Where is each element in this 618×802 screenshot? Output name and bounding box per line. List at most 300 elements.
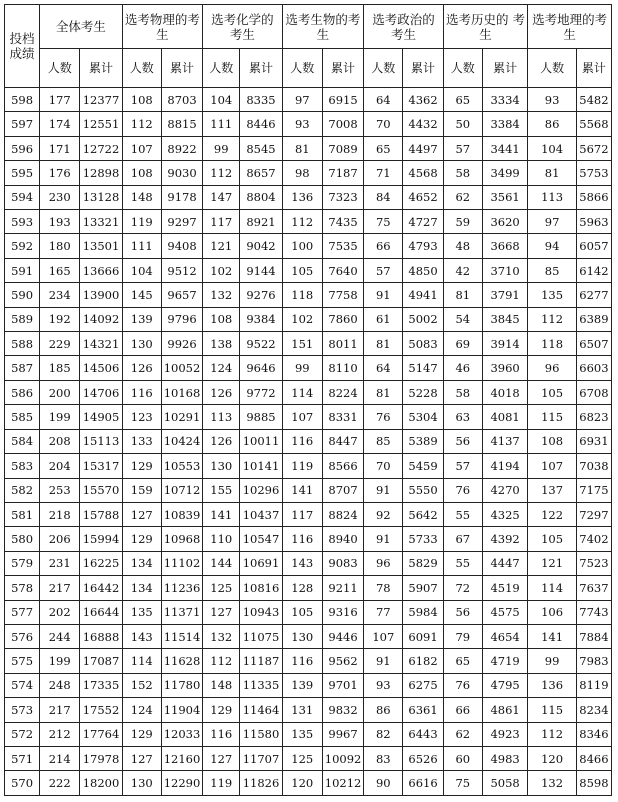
cell-score: 587: [5, 356, 40, 380]
cell-physics-cumulative: 9512: [161, 258, 202, 282]
cell-physics-cumulative: 10052: [161, 356, 202, 380]
cell-geography-cumulative: 7402: [576, 527, 611, 551]
cell-physics-cumulative: 10968: [161, 527, 202, 551]
cell-politics-count: 81: [364, 380, 403, 404]
cell-biology-count: 139: [282, 673, 322, 697]
cell-biology-cumulative: 7008: [322, 112, 363, 136]
cell-chemistry-cumulative: 10437: [240, 502, 282, 526]
cell-chemistry-cumulative: 8545: [240, 136, 282, 160]
cell-all-cumulative: 18200: [80, 771, 122, 796]
cell-all-count: 171: [40, 136, 80, 160]
cell-chemistry-cumulative: 9885: [240, 405, 282, 429]
cell-all-count: 253: [40, 478, 80, 502]
table-row: [5, 478, 612, 502]
cell-physics-count: 104: [122, 258, 161, 282]
cell-physics-count: 148: [122, 185, 161, 209]
cell-score: 598: [5, 88, 40, 112]
cell-politics-cumulative: 4793: [403, 234, 443, 258]
cell-score: 570: [5, 771, 40, 796]
cell-biology-cumulative: 7187: [322, 161, 363, 185]
cell-politics-cumulative: 4568: [403, 161, 443, 185]
cell-biology-cumulative: 10092: [322, 746, 363, 770]
group-header-chemistry: 选考化学的考生: [203, 5, 282, 49]
cell-all-cumulative: 17552: [80, 698, 122, 722]
cell-physics-count: 135: [122, 600, 161, 624]
cell-history-count: 76: [443, 478, 482, 502]
cell-physics-count: 123: [122, 405, 161, 429]
cell-politics-count: 70: [364, 454, 403, 478]
cell-geography-count: 112: [528, 307, 577, 331]
cell-all-cumulative: 16442: [80, 576, 122, 600]
cell-physics-count: 145: [122, 283, 161, 307]
cell-biology-count: 119: [282, 454, 322, 478]
cell-politics-cumulative: 5389: [403, 429, 443, 453]
cell-physics-cumulative: 11514: [161, 624, 202, 648]
cell-physics-count: 124: [122, 698, 161, 722]
cell-physics-cumulative: 11628: [161, 649, 202, 673]
count-header: 人数: [40, 49, 80, 88]
cell-physics-count: 143: [122, 624, 161, 648]
cell-physics-cumulative: 10424: [161, 429, 202, 453]
cell-geography-cumulative: 6057: [576, 234, 611, 258]
cell-history-count: 54: [443, 307, 482, 331]
cell-history-count: 69: [443, 332, 482, 356]
cell-chemistry-cumulative: 11464: [240, 698, 282, 722]
table-row: [5, 527, 612, 551]
cell-chemistry-count: 104: [203, 88, 240, 112]
table-row: [5, 429, 612, 453]
cell-history-cumulative: 4861: [482, 698, 527, 722]
cell-chemistry-count: 116: [203, 722, 240, 746]
cell-chemistry-count: 117: [203, 210, 240, 234]
cell-all-count: 199: [40, 649, 80, 673]
cell-politics-count: 65: [364, 136, 403, 160]
cell-chemistry-count: 147: [203, 185, 240, 209]
cell-politics-cumulative: 4497: [403, 136, 443, 160]
cell-chemistry-count: 127: [203, 600, 240, 624]
cell-geography-cumulative: 5482: [576, 88, 611, 112]
cell-politics-cumulative: 4432: [403, 112, 443, 136]
cell-chemistry-cumulative: 10943: [240, 600, 282, 624]
cell-biology-cumulative: 9446: [322, 624, 363, 648]
cell-geography-cumulative: 7038: [576, 454, 611, 478]
cell-geography-cumulative: 5963: [576, 210, 611, 234]
cell-all-cumulative: 14092: [80, 307, 122, 331]
cell-score: 581: [5, 502, 40, 526]
score-header: [5, 5, 40, 88]
table-row: [5, 307, 612, 331]
cell-politics-count: 57: [364, 258, 403, 282]
cell-geography-cumulative: 8466: [576, 746, 611, 770]
cell-biology-count: 107: [282, 405, 322, 429]
table-row: [5, 405, 612, 429]
cell-all-cumulative: 14706: [80, 380, 122, 404]
table-row: [5, 673, 612, 697]
cell-history-count: 55: [443, 551, 482, 575]
cell-politics-count: 82: [364, 722, 403, 746]
cell-geography-cumulative: 8119: [576, 673, 611, 697]
table-row: [5, 551, 612, 575]
cell-geography-cumulative: 8346: [576, 722, 611, 746]
cell-history-cumulative: 3441: [482, 136, 527, 160]
cell-physics-cumulative: 11780: [161, 673, 202, 697]
cell-politics-cumulative: 4941: [403, 283, 443, 307]
cell-history-cumulative: 4983: [482, 746, 527, 770]
cell-geography-count: 105: [528, 380, 577, 404]
cell-biology-count: 81: [282, 136, 322, 160]
cell-history-cumulative: 4654: [482, 624, 527, 648]
cell-history-count: 42: [443, 258, 482, 282]
cell-geography-count: 115: [528, 698, 577, 722]
cell-all-cumulative: 17764: [80, 722, 122, 746]
table-row: [5, 722, 612, 746]
cell-politics-count: 66: [364, 234, 403, 258]
cell-all-cumulative: 13128: [80, 185, 122, 209]
cell-score: 591: [5, 258, 40, 282]
table-row: [5, 185, 612, 209]
cell-all-count: 180: [40, 234, 80, 258]
cell-biology-count: 118: [282, 283, 322, 307]
cell-geography-cumulative: 7637: [576, 576, 611, 600]
cell-history-cumulative: 4137: [482, 429, 527, 453]
cell-biology-count: 151: [282, 332, 322, 356]
cell-history-count: 60: [443, 746, 482, 770]
cell-politics-count: 64: [364, 88, 403, 112]
table-row: [5, 624, 612, 648]
cell-all-cumulative: 15570: [80, 478, 122, 502]
cell-biology-cumulative: 7860: [322, 307, 363, 331]
cell-politics-cumulative: 5642: [403, 502, 443, 526]
cell-geography-count: 85: [528, 258, 577, 282]
cell-biology-cumulative: 8566: [322, 454, 363, 478]
cell-physics-count: 127: [122, 502, 161, 526]
cell-politics-cumulative: 6275: [403, 673, 443, 697]
cell-chemistry-cumulative: 11335: [240, 673, 282, 697]
cell-politics-cumulative: 5907: [403, 576, 443, 600]
cell-all-count: 218: [40, 502, 80, 526]
cell-physics-count: 119: [122, 210, 161, 234]
cell-history-count: 56: [443, 429, 482, 453]
cell-history-count: 58: [443, 161, 482, 185]
cell-geography-cumulative: 6142: [576, 258, 611, 282]
table-row: [5, 356, 612, 380]
cell-history-count: 48: [443, 234, 482, 258]
cell-geography-cumulative: 7983: [576, 649, 611, 673]
cell-biology-count: 98: [282, 161, 322, 185]
cell-geography-cumulative: 8234: [576, 698, 611, 722]
cell-score: 585: [5, 405, 40, 429]
cell-physics-count: 112: [122, 112, 161, 136]
cell-history-cumulative: 4392: [482, 527, 527, 551]
cell-biology-count: 116: [282, 429, 322, 453]
cell-chemistry-count: 155: [203, 478, 240, 502]
cell-physics-cumulative: 9408: [161, 234, 202, 258]
cell-all-cumulative: 15113: [80, 429, 122, 453]
cell-biology-cumulative: 8331: [322, 405, 363, 429]
table-row: [5, 234, 612, 258]
cell-politics-cumulative: 6443: [403, 722, 443, 746]
cell-chemistry-count: 124: [203, 356, 240, 380]
cell-politics-count: 96: [364, 551, 403, 575]
cell-biology-cumulative: 6915: [322, 88, 363, 112]
cell-biology-count: 100: [282, 234, 322, 258]
cell-geography-cumulative: 6603: [576, 356, 611, 380]
cell-chemistry-count: 144: [203, 551, 240, 575]
cell-history-cumulative: 3710: [482, 258, 527, 282]
cell-biology-cumulative: 7089: [322, 136, 363, 160]
cell-biology-cumulative: 7640: [322, 258, 363, 282]
cell-politics-cumulative: 5733: [403, 527, 443, 551]
cell-chemistry-count: 108: [203, 307, 240, 331]
cell-physics-cumulative: 10839: [161, 502, 202, 526]
cell-all-count: 200: [40, 380, 80, 404]
cell-geography-count: 106: [528, 600, 577, 624]
cell-history-cumulative: 4325: [482, 502, 527, 526]
cell-history-count: 58: [443, 380, 482, 404]
cell-history-count: 62: [443, 185, 482, 209]
cell-biology-count: 93: [282, 112, 322, 136]
cell-physics-cumulative: 8815: [161, 112, 202, 136]
cell-chemistry-cumulative: 8335: [240, 88, 282, 112]
cell-chemistry-count: 121: [203, 234, 240, 258]
cell-all-cumulative: 13321: [80, 210, 122, 234]
cell-politics-cumulative: 5002: [403, 307, 443, 331]
cell-biology-cumulative: 10212: [322, 771, 363, 796]
cell-physics-count: 159: [122, 478, 161, 502]
cell-politics-cumulative: 4727: [403, 210, 443, 234]
cumulative-header: 累计: [322, 49, 363, 88]
cell-all-count: 174: [40, 112, 80, 136]
cell-geography-count: 96: [528, 356, 577, 380]
cumulative-header: 累计: [161, 49, 202, 88]
cell-all-cumulative: 15994: [80, 527, 122, 551]
cell-score: 594: [5, 185, 40, 209]
cell-biology-count: 128: [282, 576, 322, 600]
cell-politics-count: 91: [364, 283, 403, 307]
cell-history-cumulative: 3914: [482, 332, 527, 356]
cell-all-cumulative: 17978: [80, 746, 122, 770]
cell-history-cumulative: 3791: [482, 283, 527, 307]
cell-history-cumulative: 3960: [482, 356, 527, 380]
cell-all-count: 176: [40, 161, 80, 185]
cell-chemistry-count: 138: [203, 332, 240, 356]
cell-physics-count: 152: [122, 673, 161, 697]
cell-all-count: 217: [40, 576, 80, 600]
cell-all-cumulative: 13666: [80, 258, 122, 282]
cell-geography-cumulative: 5753: [576, 161, 611, 185]
cell-biology-cumulative: 9211: [322, 576, 363, 600]
cell-history-count: 65: [443, 649, 482, 673]
cell-biology-count: 116: [282, 527, 322, 551]
cell-politics-cumulative: 5304: [403, 405, 443, 429]
cell-physics-count: 111: [122, 234, 161, 258]
cell-history-cumulative: 4719: [482, 649, 527, 673]
cell-politics-count: 76: [364, 405, 403, 429]
cell-physics-cumulative: 8922: [161, 136, 202, 160]
cell-biology-count: 141: [282, 478, 322, 502]
cell-chemistry-cumulative: 8446: [240, 112, 282, 136]
cell-history-count: 63: [443, 405, 482, 429]
cell-physics-count: 129: [122, 454, 161, 478]
cell-chemistry-cumulative: 11075: [240, 624, 282, 648]
cell-biology-cumulative: 7758: [322, 283, 363, 307]
table-row: [5, 88, 612, 112]
cell-politics-count: 81: [364, 332, 403, 356]
cell-biology-count: 125: [282, 746, 322, 770]
group-header-all: 全体考生: [40, 5, 123, 49]
cell-biology-count: 116: [282, 649, 322, 673]
cell-all-cumulative: 14506: [80, 356, 122, 380]
cell-history-cumulative: 3499: [482, 161, 527, 185]
cell-biology-cumulative: 7323: [322, 185, 363, 209]
cell-biology-count: 114: [282, 380, 322, 404]
cell-geography-cumulative: 7884: [576, 624, 611, 648]
table-row: [5, 380, 612, 404]
cell-all-count: 204: [40, 454, 80, 478]
cell-all-cumulative: 15788: [80, 502, 122, 526]
cell-politics-cumulative: 5083: [403, 332, 443, 356]
count-header: 人数: [122, 49, 161, 88]
cell-history-cumulative: 4018: [482, 380, 527, 404]
cell-physics-cumulative: 11371: [161, 600, 202, 624]
cell-chemistry-cumulative: 9646: [240, 356, 282, 380]
cell-history-count: 79: [443, 624, 482, 648]
cell-geography-cumulative: 7175: [576, 478, 611, 502]
cell-score: 571: [5, 746, 40, 770]
cell-physics-count: 134: [122, 551, 161, 575]
cell-chemistry-cumulative: 10691: [240, 551, 282, 575]
cell-politics-cumulative: 6091: [403, 624, 443, 648]
cell-all-count: 202: [40, 600, 80, 624]
cell-politics-cumulative: 5459: [403, 454, 443, 478]
cell-chemistry-count: 126: [203, 380, 240, 404]
cell-politics-count: 91: [364, 649, 403, 673]
cell-geography-cumulative: 6389: [576, 307, 611, 331]
cell-geography-count: 115: [528, 405, 577, 429]
cell-geography-count: 118: [528, 332, 577, 356]
cell-physics-count: 130: [122, 771, 161, 796]
cell-chemistry-cumulative: 11187: [240, 649, 282, 673]
cell-geography-count: 93: [528, 88, 577, 112]
cell-politics-count: 61: [364, 307, 403, 331]
cell-physics-cumulative: 10291: [161, 405, 202, 429]
cell-politics-cumulative: 6182: [403, 649, 443, 673]
cell-physics-cumulative: 10168: [161, 380, 202, 404]
cell-chemistry-count: 112: [203, 649, 240, 673]
table-row: [5, 136, 612, 160]
cell-chemistry-cumulative: 8657: [240, 161, 282, 185]
cell-geography-count: 141: [528, 624, 577, 648]
table-row: [5, 600, 612, 624]
cell-all-count: 244: [40, 624, 80, 648]
cell-score: 588: [5, 332, 40, 356]
cell-chemistry-count: 141: [203, 502, 240, 526]
cell-politics-cumulative: 6616: [403, 771, 443, 796]
cell-all-count: 177: [40, 88, 80, 112]
cell-score: 578: [5, 576, 40, 600]
cell-physics-count: 133: [122, 429, 161, 453]
cell-chemistry-cumulative: 9772: [240, 380, 282, 404]
cell-all-count: 208: [40, 429, 80, 453]
cell-physics-count: 108: [122, 161, 161, 185]
cell-chemistry-cumulative: 10011: [240, 429, 282, 453]
table-row: [5, 576, 612, 600]
cell-geography-count: 113: [528, 185, 577, 209]
cell-score: 596: [5, 136, 40, 160]
cell-chemistry-count: 110: [203, 527, 240, 551]
cell-biology-cumulative: 9967: [322, 722, 363, 746]
cell-all-cumulative: 16225: [80, 551, 122, 575]
cell-biology-cumulative: 7535: [322, 234, 363, 258]
cell-geography-count: 86: [528, 112, 577, 136]
cell-geography-count: 122: [528, 502, 577, 526]
table-row: [5, 332, 612, 356]
cell-score: 574: [5, 673, 40, 697]
cell-history-count: 66: [443, 698, 482, 722]
cell-geography-count: 137: [528, 478, 577, 502]
cell-chemistry-cumulative: 9276: [240, 283, 282, 307]
cell-chemistry-cumulative: 10296: [240, 478, 282, 502]
table-row: [5, 258, 612, 282]
cell-biology-count: 97: [282, 88, 322, 112]
cell-chemistry-count: 125: [203, 576, 240, 600]
cell-chemistry-count: 102: [203, 258, 240, 282]
cell-physics-cumulative: 11102: [161, 551, 202, 575]
cell-politics-cumulative: 5829: [403, 551, 443, 575]
cell-all-count: 199: [40, 405, 80, 429]
cell-geography-cumulative: 7297: [576, 502, 611, 526]
cell-chemistry-count: 127: [203, 746, 240, 770]
cell-politics-count: 85: [364, 429, 403, 453]
cell-history-count: 65: [443, 88, 482, 112]
cell-geography-cumulative: 7523: [576, 551, 611, 575]
cell-biology-cumulative: 8110: [322, 356, 363, 380]
cell-chemistry-count: 99: [203, 136, 240, 160]
cell-score: 583: [5, 454, 40, 478]
cell-chemistry-count: 132: [203, 624, 240, 648]
table-row: [5, 698, 612, 722]
cell-biology-count: 135: [282, 722, 322, 746]
cell-biology-count: 99: [282, 356, 322, 380]
table-row: [5, 454, 612, 478]
cell-physics-cumulative: 10712: [161, 478, 202, 502]
cell-history-cumulative: 3561: [482, 185, 527, 209]
cell-politics-cumulative: 5228: [403, 380, 443, 404]
cell-history-count: 57: [443, 136, 482, 160]
cell-biology-cumulative: 8824: [322, 502, 363, 526]
cell-all-cumulative: 17335: [80, 673, 122, 697]
cell-biology-count: 102: [282, 307, 322, 331]
cell-physics-cumulative: 11904: [161, 698, 202, 722]
cell-politics-cumulative: 5984: [403, 600, 443, 624]
cell-physics-cumulative: 12160: [161, 746, 202, 770]
cell-geography-count: 135: [528, 283, 577, 307]
cell-all-count: 231: [40, 551, 80, 575]
cell-physics-count: 126: [122, 356, 161, 380]
cell-geography-count: 108: [528, 429, 577, 453]
cell-score: 575: [5, 649, 40, 673]
cell-history-cumulative: 4575: [482, 600, 527, 624]
cell-all-count: 234: [40, 283, 80, 307]
cell-chemistry-cumulative: 9042: [240, 234, 282, 258]
cell-geography-cumulative: 6708: [576, 380, 611, 404]
cell-politics-count: 70: [364, 112, 403, 136]
cell-history-cumulative: 4081: [482, 405, 527, 429]
cell-politics-cumulative: 4850: [403, 258, 443, 282]
table-row: [5, 771, 612, 796]
cell-biology-cumulative: 8940: [322, 527, 363, 551]
cell-physics-count: 107: [122, 136, 161, 160]
